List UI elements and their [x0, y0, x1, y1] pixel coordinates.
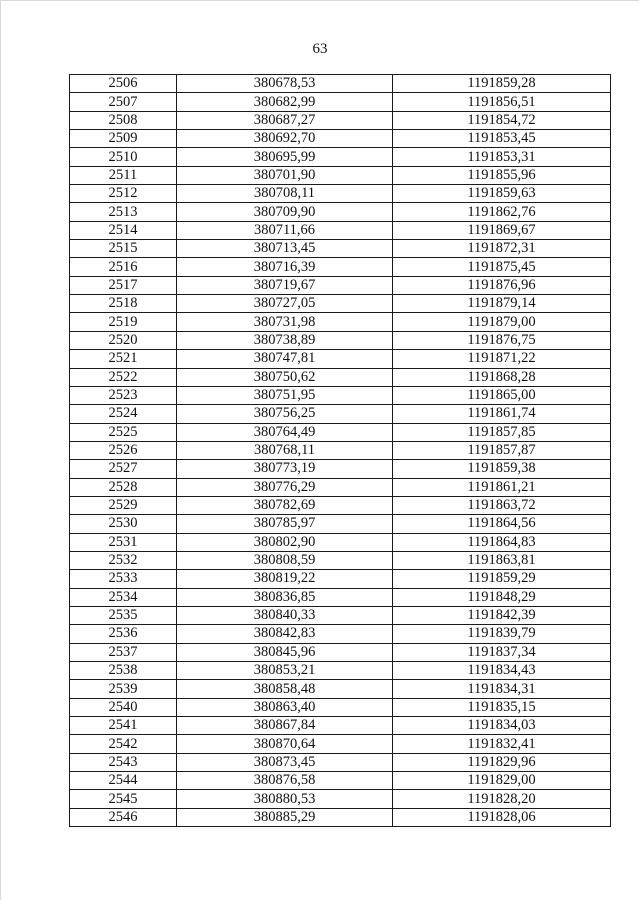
x-coordinate-cell: 380782,69: [177, 496, 393, 514]
table-row: [70, 515, 611, 533]
x-coordinate-cell: 380819,22: [177, 570, 393, 588]
y-coordinate-cell: 1191861,21: [393, 478, 611, 496]
point-number-cell: 2522: [70, 368, 177, 386]
point-number-cell: 2508: [70, 111, 177, 129]
point-number-cell: 2537: [70, 643, 177, 661]
x-coordinate-cell: 380802,90: [177, 533, 393, 551]
x-coordinate-cell: 380692,70: [177, 130, 393, 148]
y-coordinate-cell: 1191864,83: [393, 533, 611, 551]
y-coordinate-cell: 1191829,00: [393, 772, 611, 790]
point-number-cell: 2538: [70, 662, 177, 680]
table-row: [70, 496, 611, 514]
x-coordinate-cell: 380716,39: [177, 258, 393, 276]
x-coordinate-cell: 380867,84: [177, 717, 393, 735]
x-coordinate-cell: 380885,29: [177, 808, 393, 826]
x-coordinate-cell: 380764,49: [177, 423, 393, 441]
point-number-cell: 2520: [70, 331, 177, 349]
x-coordinate-cell: 380678,53: [177, 75, 393, 93]
table-row: [70, 423, 611, 441]
point-number-cell: 2525: [70, 423, 177, 441]
y-coordinate-cell: 1191837,34: [393, 643, 611, 661]
x-coordinate-cell: 380880,53: [177, 790, 393, 808]
x-coordinate-cell: 380711,66: [177, 221, 393, 239]
y-coordinate-cell: 1191872,31: [393, 240, 611, 258]
point-number-cell: 2514: [70, 221, 177, 239]
x-coordinate-cell: 380836,85: [177, 588, 393, 606]
x-coordinate-cell: 380853,21: [177, 662, 393, 680]
table-row: [70, 93, 611, 111]
table-row: [70, 460, 611, 478]
point-number-cell: 2518: [70, 295, 177, 313]
table-row: [70, 606, 611, 624]
point-number-cell: 2536: [70, 625, 177, 643]
y-coordinate-cell: 1191869,67: [393, 221, 611, 239]
point-number-cell: 2519: [70, 313, 177, 331]
coordinates-table: [69, 74, 611, 827]
point-number-cell: 2535: [70, 606, 177, 624]
table-row: [70, 130, 611, 148]
table-row: [70, 643, 611, 661]
table-row: [70, 221, 611, 239]
y-coordinate-cell: 1191861,74: [393, 405, 611, 423]
y-coordinate-cell: 1191829,96: [393, 753, 611, 771]
x-coordinate-cell: 380858,48: [177, 680, 393, 698]
coordinates-table-body: [70, 75, 611, 827]
x-coordinate-cell: 380785,97: [177, 515, 393, 533]
y-coordinate-cell: 1191855,96: [393, 166, 611, 184]
point-number-cell: 2507: [70, 93, 177, 111]
table-row: [70, 203, 611, 221]
x-coordinate-cell: 380695,99: [177, 148, 393, 166]
y-coordinate-cell: 1191853,45: [393, 130, 611, 148]
y-coordinate-cell: 1191859,38: [393, 460, 611, 478]
y-coordinate-cell: 1191879,00: [393, 313, 611, 331]
table-row: [70, 772, 611, 790]
point-number-cell: 2540: [70, 698, 177, 716]
point-number-cell: 2539: [70, 680, 177, 698]
y-coordinate-cell: 1191832,41: [393, 735, 611, 753]
x-coordinate-cell: 380713,45: [177, 240, 393, 258]
point-number-cell: 2527: [70, 460, 177, 478]
table-row: [70, 717, 611, 735]
x-coordinate-cell: 380808,59: [177, 551, 393, 569]
y-coordinate-cell: 1191857,87: [393, 441, 611, 459]
y-coordinate-cell: 1191839,79: [393, 625, 611, 643]
y-coordinate-cell: 1191863,72: [393, 496, 611, 514]
point-number-cell: 2545: [70, 790, 177, 808]
y-coordinate-cell: 1191876,96: [393, 276, 611, 294]
x-coordinate-cell: 380709,90: [177, 203, 393, 221]
y-coordinate-cell: 1191828,20: [393, 790, 611, 808]
x-coordinate-cell: 380842,83: [177, 625, 393, 643]
y-coordinate-cell: 1191859,63: [393, 185, 611, 203]
y-coordinate-cell: 1191879,14: [393, 295, 611, 313]
x-coordinate-cell: 380727,05: [177, 295, 393, 313]
table-row: [70, 240, 611, 258]
page-number: 63: [312, 41, 328, 57]
table-row: [70, 625, 611, 643]
x-coordinate-cell: 380773,19: [177, 460, 393, 478]
table-row: [70, 533, 611, 551]
point-number-cell: 2523: [70, 386, 177, 404]
x-coordinate-cell: 380751,95: [177, 386, 393, 404]
x-coordinate-cell: 380747,81: [177, 350, 393, 368]
x-coordinate-cell: 380756,25: [177, 405, 393, 423]
point-number-cell: 2511: [70, 166, 177, 184]
point-number-cell: 2509: [70, 130, 177, 148]
table-row: [70, 478, 611, 496]
x-coordinate-cell: 380750,62: [177, 368, 393, 386]
y-coordinate-cell: 1191834,31: [393, 680, 611, 698]
x-coordinate-cell: 380776,29: [177, 478, 393, 496]
x-coordinate-cell: 380840,33: [177, 606, 393, 624]
y-coordinate-cell: 1191834,43: [393, 662, 611, 680]
x-coordinate-cell: 380873,45: [177, 753, 393, 771]
table-row: [70, 753, 611, 771]
y-coordinate-cell: 1191859,28: [393, 75, 611, 93]
point-number-cell: 2506: [70, 75, 177, 93]
y-coordinate-cell: 1191864,56: [393, 515, 611, 533]
y-coordinate-cell: 1191856,51: [393, 93, 611, 111]
x-coordinate-cell: 380682,99: [177, 93, 393, 111]
x-coordinate-cell: 380876,58: [177, 772, 393, 790]
point-number-cell: 2513: [70, 203, 177, 221]
table-row: [70, 258, 611, 276]
table-row: [70, 588, 611, 606]
table-row: [70, 295, 611, 313]
x-coordinate-cell: 380768,11: [177, 441, 393, 459]
point-number-cell: 2541: [70, 717, 177, 735]
table-row: [70, 368, 611, 386]
table-row: [70, 111, 611, 129]
point-number-cell: 2515: [70, 240, 177, 258]
x-coordinate-cell: 380863,40: [177, 698, 393, 716]
y-coordinate-cell: 1191835,15: [393, 698, 611, 716]
x-coordinate-cell: 380870,64: [177, 735, 393, 753]
table-row: [70, 166, 611, 184]
table-row: [70, 441, 611, 459]
point-number-cell: 2512: [70, 185, 177, 203]
point-number-cell: 2528: [70, 478, 177, 496]
y-coordinate-cell: 1191857,85: [393, 423, 611, 441]
table-row: [70, 350, 611, 368]
table-row: [70, 570, 611, 588]
table-row: [70, 551, 611, 569]
y-coordinate-cell: 1191871,22: [393, 350, 611, 368]
y-coordinate-cell: 1191865,00: [393, 386, 611, 404]
point-number-cell: 2531: [70, 533, 177, 551]
point-number-cell: 2542: [70, 735, 177, 753]
y-coordinate-cell: 1191863,81: [393, 551, 611, 569]
point-number-cell: 2521: [70, 350, 177, 368]
y-coordinate-cell: 1191853,31: [393, 148, 611, 166]
table-row: [70, 790, 611, 808]
x-coordinate-cell: 380845,96: [177, 643, 393, 661]
point-number-cell: 2526: [70, 441, 177, 459]
point-number-cell: 2529: [70, 496, 177, 514]
table-row: [70, 148, 611, 166]
point-number-cell: 2546: [70, 808, 177, 826]
x-coordinate-cell: 380738,89: [177, 331, 393, 349]
point-number-cell: 2533: [70, 570, 177, 588]
point-number-cell: 2532: [70, 551, 177, 569]
y-coordinate-cell: 1191859,29: [393, 570, 611, 588]
x-coordinate-cell: 380719,67: [177, 276, 393, 294]
table-row: [70, 75, 611, 93]
x-coordinate-cell: 380687,27: [177, 111, 393, 129]
y-coordinate-cell: 1191828,06: [393, 808, 611, 826]
point-number-cell: 2510: [70, 148, 177, 166]
x-coordinate-cell: 380708,11: [177, 185, 393, 203]
table-row: [70, 662, 611, 680]
y-coordinate-cell: 1191862,76: [393, 203, 611, 221]
table-row: [70, 405, 611, 423]
y-coordinate-cell: 1191842,39: [393, 606, 611, 624]
table-row: [70, 185, 611, 203]
table-row: [70, 276, 611, 294]
y-coordinate-cell: 1191868,28: [393, 368, 611, 386]
y-coordinate-cell: 1191876,75: [393, 331, 611, 349]
point-number-cell: 2534: [70, 588, 177, 606]
point-number-cell: 2543: [70, 753, 177, 771]
point-number-cell: 2516: [70, 258, 177, 276]
table-row: [70, 808, 611, 826]
point-number-cell: 2530: [70, 515, 177, 533]
x-coordinate-cell: 380731,98: [177, 313, 393, 331]
table-row: [70, 735, 611, 753]
y-coordinate-cell: 1191848,29: [393, 588, 611, 606]
y-coordinate-cell: 1191875,45: [393, 258, 611, 276]
point-number-cell: 2517: [70, 276, 177, 294]
y-coordinate-cell: 1191854,72: [393, 111, 611, 129]
point-number-cell: 2544: [70, 772, 177, 790]
table-row: [70, 331, 611, 349]
point-number-cell: 2524: [70, 405, 177, 423]
y-coordinate-cell: 1191834,03: [393, 717, 611, 735]
table-row: [70, 386, 611, 404]
table-row: [70, 680, 611, 698]
x-coordinate-cell: 380701,90: [177, 166, 393, 184]
table-row: [70, 698, 611, 716]
table-row: [70, 313, 611, 331]
